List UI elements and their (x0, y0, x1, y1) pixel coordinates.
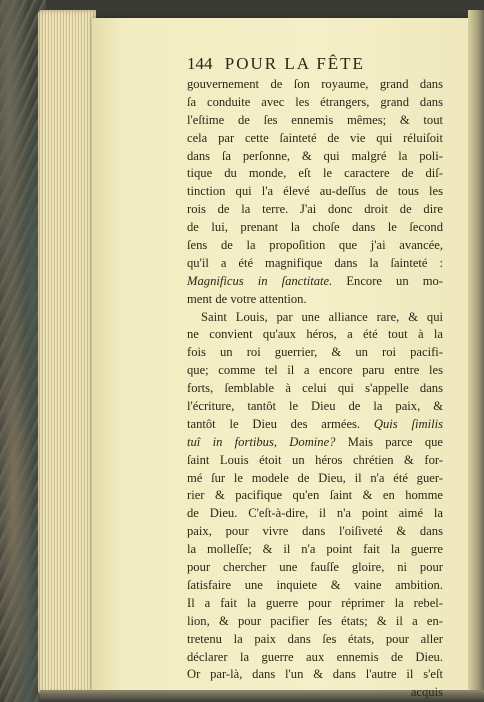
text-run: de lui, prenant la choſe dans le ſecond (187, 220, 443, 235)
text-run: tique du monde, eſt le caractere de diſ- (187, 166, 443, 181)
text-line (187, 309, 443, 327)
text-line (187, 112, 443, 130)
text-run: Mais parce que (335, 434, 443, 449)
text-line (187, 183, 443, 201)
text-line (187, 130, 443, 148)
text-line (187, 76, 443, 94)
text-run: ment de votre attention. (187, 291, 307, 306)
text-run: rois de la terre. J'ai donc droit de dire (187, 202, 443, 217)
text-line (187, 416, 443, 434)
text-line (187, 577, 443, 595)
text-run: Il a fait la guerre pour réprimer la rebel- (187, 595, 443, 610)
text-run: l'écriture, tantôt le Dieu de la paix, & (187, 399, 443, 414)
text-line (187, 148, 443, 166)
text-line (187, 649, 443, 667)
text-run: Or par-là, dans l'un & dans l'autre il s'eſt (187, 667, 443, 682)
text-line (187, 470, 443, 488)
text-run: ſaint Louis étoit un héros chrétien & for- (187, 452, 443, 467)
page-edges (38, 10, 96, 694)
text-run: déclarer la guerre aux ennemis de Dieu. (187, 649, 443, 664)
text-run: dans ſa perſonne, & qui malgré la poli- (187, 148, 443, 163)
text-line (187, 434, 443, 452)
page-number: 144 (187, 54, 213, 73)
text-run: de Dieu. C'eſt-à-dire, il n'a point aimé la (187, 506, 443, 521)
text-line (187, 487, 443, 505)
text-line (187, 613, 443, 631)
text-run: forts, ſemblable à celui qui s'appelle dans (187, 381, 443, 396)
text-run: l'eſtime de ſes ennemis mêmes; & tout (187, 112, 443, 127)
text-run: Quis ſimilis (373, 416, 443, 431)
text-line (187, 559, 443, 577)
text-run: Saint Louis, par une alliance rare, & qui (201, 309, 443, 324)
text-line (187, 523, 443, 541)
text-run: ne convient qu'aux héros, a été tout à la (187, 327, 443, 342)
text-line (187, 631, 443, 649)
text-run: gouvernement de ſon royaume, grand dans (187, 77, 443, 91)
text-run: Encore un mo- (332, 273, 443, 288)
text-run: tinction qui l'a élevé au-deſſus de tous les (187, 184, 443, 199)
text-line (187, 165, 443, 183)
text-line (187, 237, 443, 255)
text-line (187, 255, 443, 273)
text-run: lion, & pour pacifier ſes états; & il a en- (187, 613, 443, 628)
text-run: pour chercher une fauſſe gloire, ni pour (187, 560, 443, 575)
text-line (187, 344, 443, 362)
text-run: ſens de la propoſition que j'ai avancée, (187, 238, 443, 253)
text-line (187, 94, 443, 112)
text-run: rier & pacifique qu'en ſaint & en homme (187, 488, 443, 503)
facing-page-edge (468, 10, 484, 702)
text-line (187, 541, 443, 559)
running-header (187, 54, 447, 74)
text-line (187, 380, 443, 398)
text-line (187, 684, 443, 702)
text-line (187, 201, 443, 219)
text-line (187, 452, 443, 470)
text-run: tantôt le Dieu des armées. (187, 416, 374, 431)
running-title: POUR LA FÊTE (224, 54, 365, 73)
text-line (187, 273, 443, 291)
text-line (187, 326, 443, 344)
text-run: cela par cette ſainteté de vie qui réluiſoit (187, 130, 443, 145)
text-run: tretenu la paix dans ſes états, pour aller (187, 631, 443, 646)
text-run: fois un roi guerrier, & un roi pacifi- (187, 345, 443, 360)
text-line (187, 219, 443, 237)
text-run: la molleſſe; & il n'a point fait la guerre (187, 542, 443, 557)
text-line (187, 291, 443, 309)
body-text (187, 76, 443, 702)
text-run: mé ſur le modele de Dieu, il n'a été guer- (187, 470, 443, 485)
text-run: tuî in fortibus, Domine? (187, 434, 336, 449)
text-line (187, 398, 443, 416)
text-run: Magnificus in ſanctitate. (187, 273, 333, 288)
text-run: ſatisfaire une inquiete & vaine ambition. (187, 577, 443, 592)
text-line (187, 666, 443, 684)
text-line (187, 362, 443, 380)
text-run: acquis (410, 685, 443, 700)
text-run: qu'il a été magnifique dans la ſainteté : (187, 255, 443, 270)
text-run: paix, pour vivre dans l'oiſiveté & dans (187, 524, 443, 539)
text-run: ſa conduite avec les étrangers, grand dans (187, 94, 443, 109)
text-line (187, 505, 443, 523)
text-run: que; comme tel il a encore paru entre les (187, 363, 443, 378)
text-line (187, 595, 443, 613)
